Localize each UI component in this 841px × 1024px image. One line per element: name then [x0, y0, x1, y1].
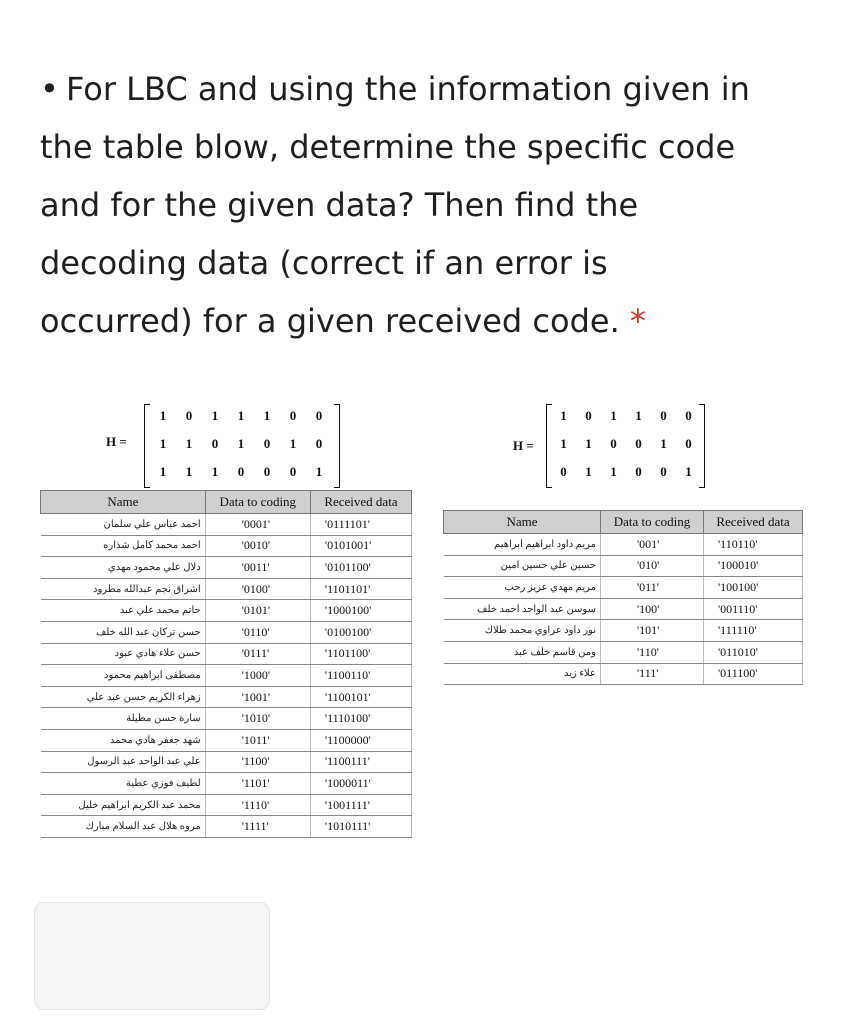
- received-cell: '1100101': [310, 686, 411, 708]
- received-cell: '1101101': [310, 578, 411, 600]
- data-cell: '111': [600, 663, 703, 685]
- name-cell: حسين علي حسين امين: [444, 555, 601, 577]
- left-matrix-row: 1 1 1 0 0 0 1: [159, 464, 323, 479]
- received-cell: '111110': [704, 620, 803, 642]
- left-matrix-row: 1 0 1 1 1 0 0: [159, 408, 323, 423]
- left-table-header: [41, 491, 412, 514]
- data-cell: '0011': [205, 557, 310, 579]
- question-line-1: • For LBC and using the information given in: [40, 60, 820, 118]
- header-data-to-coding: Data to coding: [600, 511, 703, 534]
- data-cell: '001': [600, 534, 703, 556]
- name-cell: ومن قاسم خلف عبد: [444, 641, 601, 663]
- left-matrix-bracket-right: [334, 404, 340, 488]
- data-cell: '0001': [205, 514, 310, 536]
- table-row: [444, 641, 803, 663]
- received-cell: '1000100': [310, 600, 411, 622]
- received-cell: '0101100': [310, 557, 411, 579]
- table-row: [444, 663, 803, 685]
- answer-input-box[interactable]: [34, 902, 270, 1010]
- right-matrix-row: 1 1 0 0 1 0: [560, 436, 692, 451]
- received-cell: '1010111': [310, 816, 411, 838]
- received-cell: '1101100': [310, 643, 411, 665]
- received-cell: '1100000': [310, 729, 411, 751]
- received-cell: '1110100': [310, 708, 411, 730]
- data-cell: '0100': [205, 578, 310, 600]
- name-cell: سوسن عبد الواحد احمد خلف: [444, 598, 601, 620]
- table-row: [444, 620, 803, 642]
- received-cell: '1100111': [310, 751, 411, 773]
- header-received-data: Received data: [704, 511, 803, 534]
- question-line-4: decoding data (correct if an error is: [40, 244, 608, 282]
- name-cell: علي عبد الواحد عبد الرسول: [41, 751, 206, 773]
- right-matrix-label: H =: [513, 438, 534, 453]
- left-h-matrix: [40, 398, 412, 490]
- left-matrix-label: H =: [106, 434, 127, 449]
- received-cell: '1100110': [310, 665, 411, 687]
- left-matrix-row: 1 1 0 1 0 1 0: [159, 436, 323, 451]
- table-row: [444, 555, 803, 577]
- table-row: [41, 621, 412, 643]
- name-cell: احمد محمد كامل شذاره: [41, 535, 206, 557]
- name-cell: محمد عبد الكريم ابراهيم خليل: [41, 794, 206, 816]
- left-code-image: [40, 398, 412, 838]
- table-row: [41, 557, 412, 579]
- question-text: [40, 60, 820, 350]
- right-code-image: [443, 398, 803, 685]
- received-cell: '100100': [704, 577, 803, 599]
- table-row: [41, 686, 412, 708]
- data-cell: '1001': [205, 686, 310, 708]
- data-cell: '0010': [205, 535, 310, 557]
- name-cell: نور داود عراوي محمد طلاك: [444, 620, 601, 642]
- name-cell: مريم داود ابراهيم ابراهيم: [444, 534, 601, 556]
- table-row: [41, 578, 412, 600]
- table-row: [41, 535, 412, 557]
- name-cell: شهد جعفر هادي محمد: [41, 729, 206, 751]
- name-cell: مروه هلال عبد السلام مبارك: [41, 816, 206, 838]
- table-row: [41, 708, 412, 730]
- name-cell: احمد عباس علي سلمان: [41, 514, 206, 536]
- data-cell: '1010': [205, 708, 310, 730]
- data-cell: '011': [600, 577, 703, 599]
- table-row: [444, 598, 803, 620]
- data-cell: '1111': [205, 816, 310, 838]
- table-row: [41, 816, 412, 838]
- table-row: [41, 729, 412, 751]
- data-cell: '1110': [205, 794, 310, 816]
- name-cell: لطيف فوزي عطية: [41, 773, 206, 795]
- table-row: [41, 665, 412, 687]
- received-cell: '1001111': [310, 794, 411, 816]
- table-row: [41, 514, 412, 536]
- header-name: Name: [444, 511, 601, 534]
- right-code-table: [443, 510, 803, 685]
- header-name: Name: [41, 491, 206, 514]
- received-cell: '0100100': [310, 621, 411, 643]
- left-code-table: [40, 490, 412, 838]
- table-row: [444, 577, 803, 599]
- name-cell: حاتم محمد علي عبد: [41, 600, 206, 622]
- table-row: [41, 794, 412, 816]
- name-cell: زهراء الكريم حسن عبد علي: [41, 686, 206, 708]
- question-line-2: the table blow, determine the specific code: [40, 128, 736, 166]
- received-cell: '1000011': [310, 773, 411, 795]
- received-cell: '001110': [704, 598, 803, 620]
- data-cell: '1101': [205, 773, 310, 795]
- right-table-header: [444, 511, 803, 534]
- name-cell: اشراق نجم عبدالله مطرود: [41, 578, 206, 600]
- data-cell: '101': [600, 620, 703, 642]
- required-marker: *: [629, 302, 646, 340]
- name-cell: مريم مهدي عزيز رحب: [444, 577, 601, 599]
- name-cell: مصطفى ابراهيم محمود: [41, 665, 206, 687]
- received-cell: '110110': [704, 534, 803, 556]
- bullet: •: [40, 70, 59, 108]
- data-cell: '0110': [205, 621, 310, 643]
- name-cell: دلال علي محمود مهدي: [41, 557, 206, 579]
- right-h-matrix: [443, 398, 803, 510]
- header-received-data: Received data: [310, 491, 411, 514]
- right-matrix-row: 1 0 1 1 0 0: [560, 408, 692, 423]
- received-cell: '011010': [704, 641, 803, 663]
- data-cell: '0111': [205, 643, 310, 665]
- received-cell: '100010': [704, 555, 803, 577]
- right-matrix-row: 0 1 1 0 0 1: [560, 464, 692, 479]
- received-cell: '0101001': [310, 535, 411, 557]
- data-cell: '1000': [205, 665, 310, 687]
- name-cell: حسن تركان عبد الله خلف: [41, 621, 206, 643]
- data-cell: '100': [600, 598, 703, 620]
- question-line-5: occurred) for a given received code. *: [40, 302, 646, 340]
- table-row: [41, 643, 412, 665]
- data-cell: '0101': [205, 600, 310, 622]
- table-row: [41, 751, 412, 773]
- table-row: [41, 773, 412, 795]
- received-cell: '0111101': [310, 514, 411, 536]
- data-cell: '010': [600, 555, 703, 577]
- question-line-3: and for the given data? Then find the: [40, 186, 639, 224]
- name-cell: سارة حسن مطيلة: [41, 708, 206, 730]
- name-cell: حسن علاء هادي عبود: [41, 643, 206, 665]
- data-cell: '1100': [205, 751, 310, 773]
- table-row: [41, 600, 412, 622]
- received-cell: '011100': [704, 663, 803, 685]
- header-data-to-coding: Data to coding: [205, 491, 310, 514]
- data-cell: '110': [600, 641, 703, 663]
- table-row: [444, 534, 803, 556]
- data-cell: '1011': [205, 729, 310, 751]
- name-cell: علاء زيد: [444, 663, 601, 685]
